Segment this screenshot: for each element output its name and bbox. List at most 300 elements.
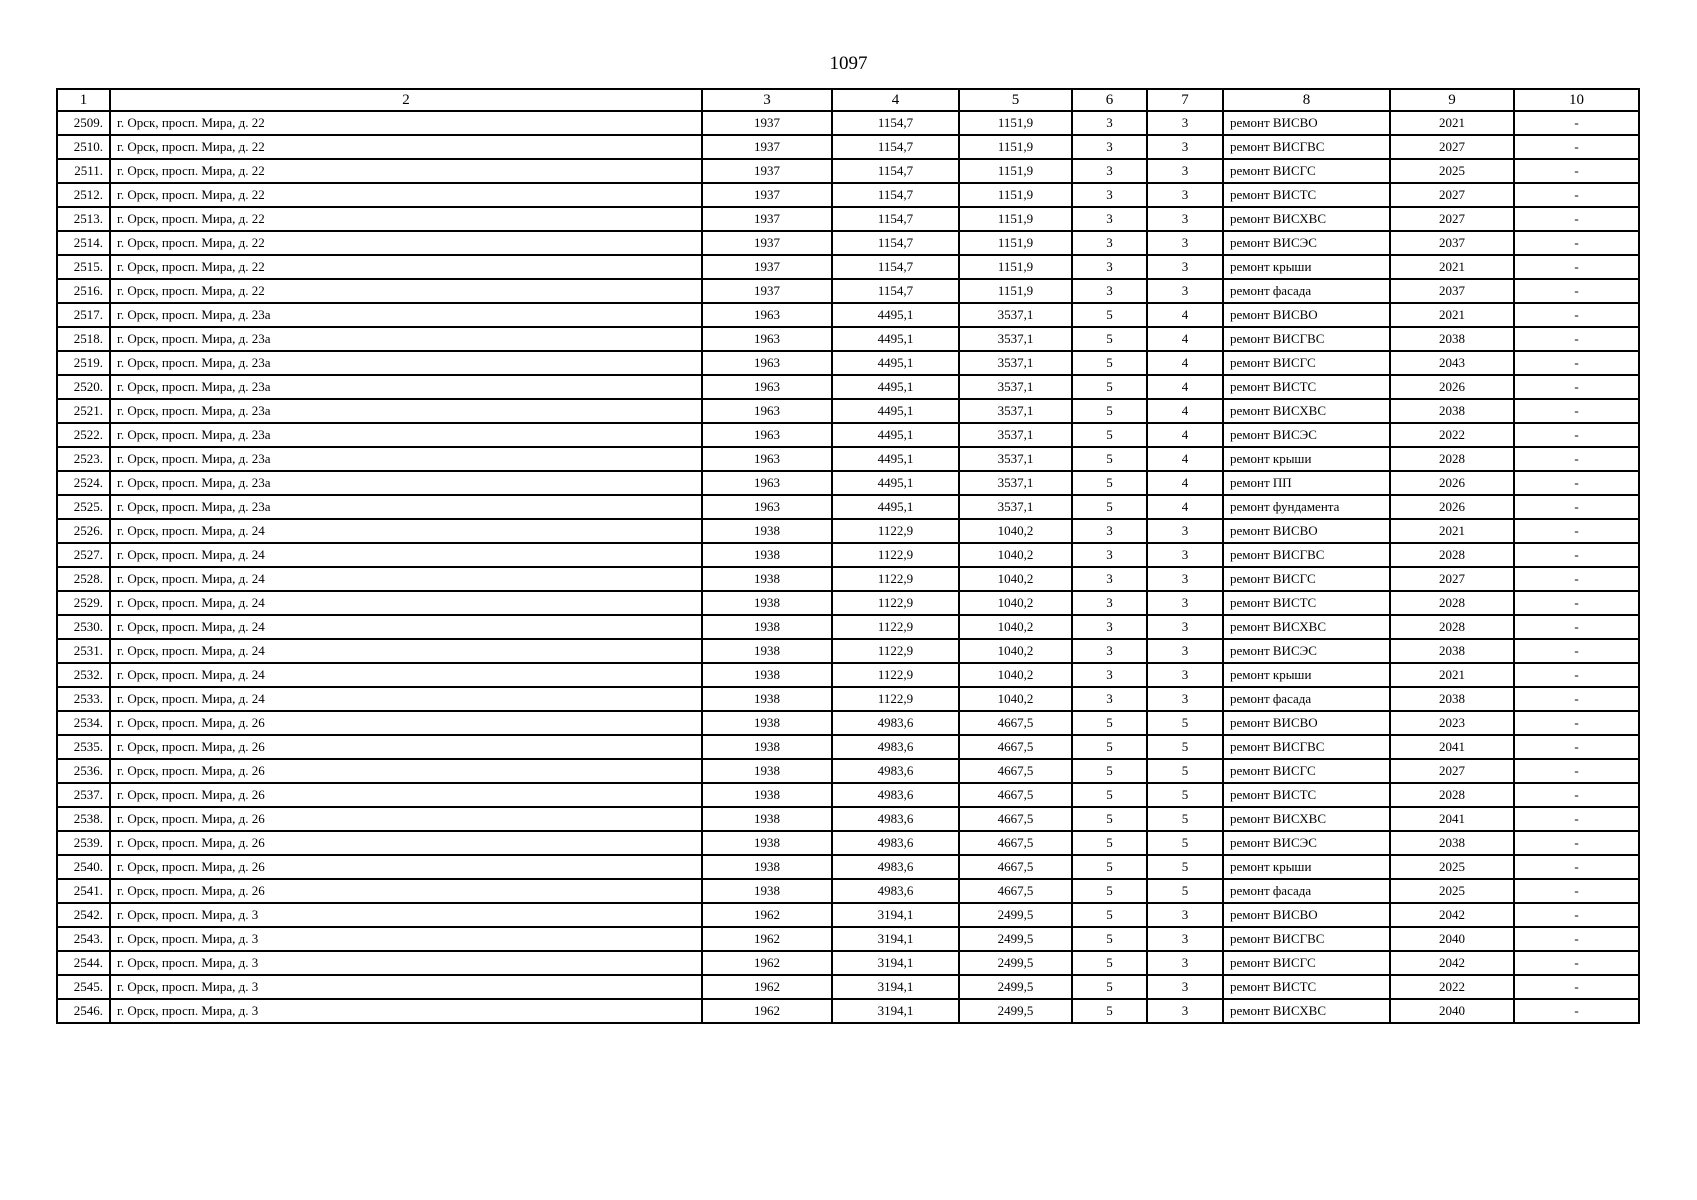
cell-plan-year: 2037 [1390,279,1514,303]
cell-plan-year: 2037 [1390,231,1514,255]
cell-build-year: 1938 [702,831,832,855]
cell-floors: 5 [1072,303,1147,327]
cell-build-year: 1938 [702,711,832,735]
cell-work-type: ремонт ВИСТС [1223,183,1390,207]
cell-row-number: 2529. [57,591,110,615]
column-header: 7 [1147,89,1223,111]
cell-total-area: 1154,7 [832,135,959,159]
table-row [57,351,1639,375]
cell-entrances: 3 [1147,183,1223,207]
cell-floors: 3 [1072,111,1147,135]
table-row [57,735,1639,759]
cell-note: - [1514,735,1639,759]
cell-entrances: 3 [1147,135,1223,159]
table-body [57,111,1639,1023]
cell-note: - [1514,447,1639,471]
cell-work-type: ремонт крыши [1223,855,1390,879]
table-row [57,327,1639,351]
cell-floors: 5 [1072,399,1147,423]
cell-work-type: ремонт фасада [1223,279,1390,303]
cell-living-area: 1040,2 [959,567,1072,591]
cell-address: г. Орск, просп. Мира, д. 3 [110,951,702,975]
cell-row-number: 2520. [57,375,110,399]
cell-plan-year: 2022 [1390,423,1514,447]
cell-build-year: 1938 [702,567,832,591]
cell-entrances: 3 [1147,111,1223,135]
cell-row-number: 2521. [57,399,110,423]
cell-work-type: ремонт ВИСЭС [1223,831,1390,855]
cell-row-number: 2540. [57,855,110,879]
cell-note: - [1514,807,1639,831]
cell-work-type: ремонт фасада [1223,879,1390,903]
cell-address: г. Орск, просп. Мира, д. 24 [110,591,702,615]
cell-living-area: 3537,1 [959,375,1072,399]
cell-work-type: ремонт ВИСГС [1223,567,1390,591]
cell-address: г. Орск, просп. Мира, д. 3 [110,999,702,1023]
cell-total-area: 4495,1 [832,447,959,471]
cell-floors: 3 [1072,207,1147,231]
cell-entrances: 3 [1147,663,1223,687]
table-row [57,135,1639,159]
cell-row-number: 2522. [57,423,110,447]
cell-build-year: 1938 [702,783,832,807]
cell-plan-year: 2038 [1390,639,1514,663]
cell-plan-year: 2042 [1390,951,1514,975]
table-row [57,855,1639,879]
cell-build-year: 1963 [702,303,832,327]
cell-address: г. Орск, просп. Мира, д. 24 [110,639,702,663]
cell-note: - [1514,663,1639,687]
cell-plan-year: 2028 [1390,591,1514,615]
cell-entrances: 4 [1147,495,1223,519]
table-row [57,255,1639,279]
cell-work-type: ремонт ВИСЭС [1223,639,1390,663]
cell-living-area: 1151,9 [959,255,1072,279]
cell-address: г. Орск, просп. Мира, д. 23а [110,375,702,399]
cell-address: г. Орск, просп. Мира, д. 23а [110,471,702,495]
cell-total-area: 3194,1 [832,999,959,1023]
cell-build-year: 1938 [702,519,832,543]
cell-row-number: 2518. [57,327,110,351]
cell-address: г. Орск, просп. Мира, д. 23а [110,327,702,351]
cell-build-year: 1938 [702,615,832,639]
cell-address: г. Орск, просп. Мира, д. 26 [110,807,702,831]
cell-total-area: 4495,1 [832,375,959,399]
cell-floors: 3 [1072,135,1147,159]
cell-floors: 5 [1072,783,1147,807]
table-row [57,207,1639,231]
cell-build-year: 1963 [702,471,832,495]
cell-plan-year: 2038 [1390,399,1514,423]
cell-entrances: 3 [1147,207,1223,231]
table-row [57,951,1639,975]
cell-entrances: 4 [1147,327,1223,351]
cell-address: г. Орск, просп. Мира, д. 26 [110,831,702,855]
cell-row-number: 2539. [57,831,110,855]
cell-floors: 5 [1072,711,1147,735]
cell-entrances: 4 [1147,471,1223,495]
cell-living-area: 3537,1 [959,423,1072,447]
cell-living-area: 3537,1 [959,303,1072,327]
cell-plan-year: 2028 [1390,615,1514,639]
cell-floors: 5 [1072,855,1147,879]
cell-total-area: 3194,1 [832,975,959,999]
cell-floors: 5 [1072,375,1147,399]
cell-note: - [1514,519,1639,543]
cell-floors: 5 [1072,735,1147,759]
cell-row-number: 2509. [57,111,110,135]
cell-build-year: 1962 [702,975,832,999]
table-row [57,687,1639,711]
cell-build-year: 1963 [702,447,832,471]
cell-work-type: ремонт ВИСГС [1223,951,1390,975]
cell-living-area: 2499,5 [959,975,1072,999]
cell-plan-year: 2026 [1390,471,1514,495]
cell-address: г. Орск, просп. Мира, д. 22 [110,255,702,279]
cell-living-area: 4667,5 [959,831,1072,855]
cell-row-number: 2512. [57,183,110,207]
cell-row-number: 2528. [57,567,110,591]
cell-build-year: 1963 [702,495,832,519]
cell-work-type: ремонт ВИСТС [1223,783,1390,807]
cell-row-number: 2544. [57,951,110,975]
cell-entrances: 5 [1147,711,1223,735]
cell-build-year: 1963 [702,399,832,423]
cell-entrances: 3 [1147,231,1223,255]
cell-total-area: 4983,6 [832,783,959,807]
cell-plan-year: 2021 [1390,663,1514,687]
cell-row-number: 2514. [57,231,110,255]
cell-work-type: ремонт ВИСГС [1223,759,1390,783]
cell-address: г. Орск, просп. Мира, д. 23а [110,303,702,327]
column-header: 1 [57,89,110,111]
column-header: 10 [1514,89,1639,111]
cell-build-year: 1937 [702,159,832,183]
cell-note: - [1514,615,1639,639]
cell-plan-year: 2038 [1390,327,1514,351]
cell-note: - [1514,975,1639,999]
cell-total-area: 4495,1 [832,327,959,351]
cell-entrances: 3 [1147,567,1223,591]
cell-entrances: 4 [1147,447,1223,471]
cell-work-type: ремонт крыши [1223,663,1390,687]
cell-work-type: ремонт ВИСГВС [1223,735,1390,759]
cell-floors: 3 [1072,591,1147,615]
column-header: 8 [1223,89,1390,111]
cell-total-area: 4983,6 [832,711,959,735]
cell-row-number: 2517. [57,303,110,327]
cell-plan-year: 2021 [1390,255,1514,279]
cell-entrances: 3 [1147,543,1223,567]
cell-living-area: 3537,1 [959,327,1072,351]
cell-floors: 5 [1072,927,1147,951]
cell-build-year: 1937 [702,135,832,159]
cell-plan-year: 2041 [1390,735,1514,759]
cell-total-area: 4983,6 [832,855,959,879]
table-row [57,183,1639,207]
cell-entrances: 3 [1147,927,1223,951]
cell-address: г. Орск, просп. Мира, д. 23а [110,447,702,471]
cell-note: - [1514,903,1639,927]
cell-floors: 5 [1072,495,1147,519]
column-header: 5 [959,89,1072,111]
cell-entrances: 4 [1147,399,1223,423]
cell-build-year: 1937 [702,279,832,303]
cell-floors: 3 [1072,543,1147,567]
header-row [57,89,1639,111]
cell-total-area: 4983,6 [832,807,959,831]
cell-living-area: 2499,5 [959,951,1072,975]
cell-address: г. Орск, просп. Мира, д. 22 [110,207,702,231]
cell-address: г. Орск, просп. Мира, д. 3 [110,903,702,927]
cell-entrances: 3 [1147,999,1223,1023]
cell-total-area: 1122,9 [832,639,959,663]
cell-total-area: 4495,1 [832,495,959,519]
cell-plan-year: 2041 [1390,807,1514,831]
cell-entrances: 5 [1147,807,1223,831]
cell-living-area: 4667,5 [959,711,1072,735]
table-row [57,543,1639,567]
cell-total-area: 1122,9 [832,567,959,591]
cell-build-year: 1937 [702,183,832,207]
cell-note: - [1514,471,1639,495]
cell-work-type: ремонт ВИСГС [1223,351,1390,375]
table-row [57,303,1639,327]
cell-entrances: 3 [1147,159,1223,183]
cell-plan-year: 2021 [1390,519,1514,543]
cell-note: - [1514,231,1639,255]
column-header: 4 [832,89,959,111]
cell-floors: 5 [1072,831,1147,855]
cell-row-number: 2533. [57,687,110,711]
cell-address: г. Орск, просп. Мира, д. 24 [110,567,702,591]
cell-floors: 5 [1072,423,1147,447]
cell-note: - [1514,159,1639,183]
cell-floors: 5 [1072,351,1147,375]
cell-work-type: ремонт ВИСХВС [1223,207,1390,231]
cell-entrances: 5 [1147,855,1223,879]
cell-living-area: 1040,2 [959,687,1072,711]
cell-floors: 5 [1072,447,1147,471]
cell-build-year: 1938 [702,855,832,879]
cell-note: - [1514,783,1639,807]
cell-row-number: 2538. [57,807,110,831]
cell-plan-year: 2025 [1390,159,1514,183]
cell-plan-year: 2021 [1390,303,1514,327]
cell-address: г. Орск, просп. Мира, д. 26 [110,759,702,783]
cell-row-number: 2534. [57,711,110,735]
cell-row-number: 2537. [57,783,110,807]
cell-entrances: 3 [1147,279,1223,303]
cell-address: г. Орск, просп. Мира, д. 26 [110,879,702,903]
cell-work-type: ремонт ВИСВО [1223,903,1390,927]
cell-row-number: 2531. [57,639,110,663]
cell-note: - [1514,567,1639,591]
cell-work-type: ремонт ПП [1223,471,1390,495]
cell-address: г. Орск, просп. Мира, д. 24 [110,519,702,543]
cell-row-number: 2535. [57,735,110,759]
cell-total-area: 1154,7 [832,111,959,135]
cell-floors: 5 [1072,903,1147,927]
cell-plan-year: 2023 [1390,711,1514,735]
cell-work-type: ремонт фундамента [1223,495,1390,519]
cell-build-year: 1937 [702,111,832,135]
cell-total-area: 1154,7 [832,183,959,207]
cell-work-type: ремонт ВИСЭС [1223,423,1390,447]
cell-build-year: 1937 [702,207,832,231]
cell-row-number: 2524. [57,471,110,495]
cell-row-number: 2526. [57,519,110,543]
cell-entrances: 5 [1147,735,1223,759]
cell-plan-year: 2026 [1390,495,1514,519]
cell-row-number: 2536. [57,759,110,783]
cell-work-type: ремонт ВИСГВС [1223,927,1390,951]
cell-entrances: 3 [1147,639,1223,663]
cell-row-number: 2530. [57,615,110,639]
cell-address: г. Орск, просп. Мира, д. 23а [110,423,702,447]
cell-entrances: 5 [1147,831,1223,855]
column-header: 2 [110,89,702,111]
cell-floors: 3 [1072,231,1147,255]
table-row [57,519,1639,543]
table-row [57,783,1639,807]
cell-note: - [1514,495,1639,519]
table-row [57,711,1639,735]
cell-living-area: 1151,9 [959,183,1072,207]
cell-note: - [1514,831,1639,855]
cell-living-area: 1040,2 [959,663,1072,687]
cell-row-number: 2542. [57,903,110,927]
cell-build-year: 1938 [702,543,832,567]
cell-build-year: 1938 [702,735,832,759]
cell-build-year: 1962 [702,951,832,975]
cell-entrances: 3 [1147,255,1223,279]
cell-plan-year: 2028 [1390,783,1514,807]
cell-total-area: 4983,6 [832,879,959,903]
table-row [57,423,1639,447]
cell-floors: 3 [1072,279,1147,303]
cell-note: - [1514,927,1639,951]
cell-living-area: 4667,5 [959,783,1072,807]
cell-total-area: 1122,9 [832,687,959,711]
cell-floors: 5 [1072,975,1147,999]
cell-note: - [1514,111,1639,135]
cell-total-area: 1154,7 [832,279,959,303]
cell-total-area: 1122,9 [832,543,959,567]
cell-address: г. Орск, просп. Мира, д. 26 [110,711,702,735]
cell-build-year: 1938 [702,639,832,663]
cell-work-type: ремонт ВИСВО [1223,519,1390,543]
cell-living-area: 1151,9 [959,279,1072,303]
cell-entrances: 3 [1147,615,1223,639]
cell-floors: 3 [1072,663,1147,687]
cell-plan-year: 2028 [1390,447,1514,471]
cell-note: - [1514,423,1639,447]
cell-total-area: 1154,7 [832,231,959,255]
cell-build-year: 1937 [702,231,832,255]
cell-total-area: 1154,7 [832,255,959,279]
cell-work-type: ремонт ВИСЭС [1223,231,1390,255]
cell-total-area: 4495,1 [832,303,959,327]
cell-total-area: 4983,6 [832,831,959,855]
table-row [57,399,1639,423]
cell-plan-year: 2027 [1390,135,1514,159]
table-row [57,663,1639,687]
cell-plan-year: 2042 [1390,903,1514,927]
cell-address: г. Орск, просп. Мира, д. 26 [110,855,702,879]
cell-total-area: 1154,7 [832,159,959,183]
cell-note: - [1514,687,1639,711]
cell-build-year: 1938 [702,663,832,687]
cell-note: - [1514,279,1639,303]
cell-living-area: 4667,5 [959,759,1072,783]
cell-total-area: 1154,7 [832,207,959,231]
cell-note: - [1514,135,1639,159]
cell-total-area: 4495,1 [832,399,959,423]
cell-entrances: 4 [1147,375,1223,399]
table-row [57,639,1639,663]
table-row [57,375,1639,399]
cell-living-area: 3537,1 [959,351,1072,375]
table-row [57,903,1639,927]
cell-work-type: ремонт ВИСГВС [1223,135,1390,159]
cell-build-year: 1963 [702,375,832,399]
cell-work-type: ремонт ВИСХВС [1223,999,1390,1023]
cell-note: - [1514,303,1639,327]
cell-address: г. Орск, просп. Мира, д. 24 [110,543,702,567]
cell-total-area: 3194,1 [832,927,959,951]
cell-build-year: 1962 [702,927,832,951]
cell-total-area: 4983,6 [832,735,959,759]
cell-living-area: 3537,1 [959,495,1072,519]
cell-entrances: 3 [1147,903,1223,927]
cell-build-year: 1963 [702,351,832,375]
cell-work-type: ремонт ВИСТС [1223,375,1390,399]
cell-note: - [1514,711,1639,735]
cell-floors: 3 [1072,519,1147,543]
cell-work-type: ремонт фасада [1223,687,1390,711]
cell-living-area: 1040,2 [959,543,1072,567]
cell-row-number: 2525. [57,495,110,519]
cell-total-area: 1122,9 [832,591,959,615]
cell-note: - [1514,951,1639,975]
cell-floors: 3 [1072,687,1147,711]
cell-work-type: ремонт ВИСХВС [1223,807,1390,831]
cell-row-number: 2527. [57,543,110,567]
cell-note: - [1514,375,1639,399]
cell-plan-year: 2028 [1390,543,1514,567]
cell-plan-year: 2027 [1390,567,1514,591]
repair-schedule-table [56,88,1640,1024]
cell-address: г. Орск, просп. Мира, д. 23а [110,351,702,375]
cell-floors: 5 [1072,879,1147,903]
cell-address: г. Орск, просп. Мира, д. 22 [110,183,702,207]
cell-total-area: 4495,1 [832,423,959,447]
cell-entrances: 4 [1147,303,1223,327]
cell-row-number: 2545. [57,975,110,999]
cell-plan-year: 2025 [1390,879,1514,903]
cell-living-area: 1151,9 [959,207,1072,231]
cell-note: - [1514,399,1639,423]
cell-address: г. Орск, просп. Мира, д. 3 [110,927,702,951]
cell-address: г. Орск, просп. Мира, д. 26 [110,783,702,807]
cell-plan-year: 2038 [1390,831,1514,855]
cell-row-number: 2513. [57,207,110,231]
cell-living-area: 1151,9 [959,111,1072,135]
cell-row-number: 2519. [57,351,110,375]
cell-living-area: 4667,5 [959,735,1072,759]
cell-living-area: 1040,2 [959,639,1072,663]
